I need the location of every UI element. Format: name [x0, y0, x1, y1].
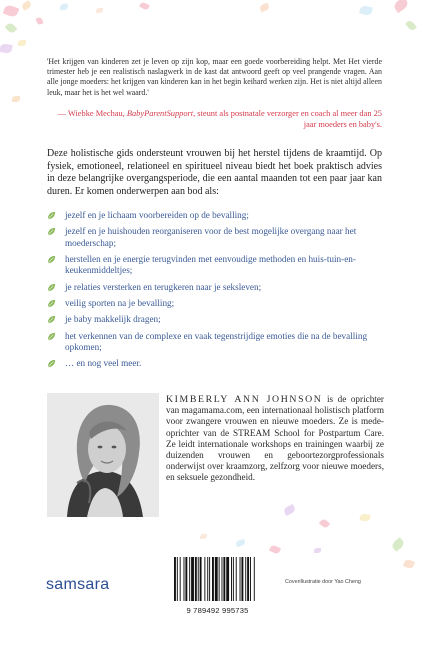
book-description: Deze holistische gids ondersteunt vrouwen bij het herstel tijdens de kraamtijd. Op fysiek, emotioneel, relationeel en spiritueel niveau biedt het boek praktisch advies in deze belangrijke overgangsperiode, die een aantal maanden tot een paar jaar kan duren. Er komen onderwerpen aan bod als:	[47, 148, 382, 197]
quote-author-prefix: — Wiebke Mechau,	[57, 109, 127, 118]
barcode-bar	[240, 557, 241, 601]
barcode-bar	[236, 557, 237, 601]
barcode-bar	[189, 557, 190, 601]
barcode-bar	[207, 557, 208, 601]
topic-text: je relaties versterken en terugkeren naar je seksleven;	[65, 281, 262, 292]
barcode-bar	[174, 557, 176, 601]
quote-author-suffix: , steunt als postnatale verzorger en coach al meer dan 25 jaar moeders en baby's.	[193, 109, 382, 129]
barcode-bar	[215, 557, 218, 601]
topic-item	[47, 226, 382, 248]
topic-item	[47, 314, 382, 325]
barcode-bar	[209, 557, 210, 601]
leaf-icon	[47, 299, 56, 308]
barcode-bar	[245, 557, 246, 601]
topic-item	[47, 254, 382, 276]
barcode-bar	[233, 557, 234, 601]
cover-credit: Coverillustratie door Yao Cheng	[285, 579, 361, 585]
topic-item	[47, 210, 382, 221]
leaf-icon	[47, 211, 56, 220]
barcode-bar	[254, 557, 255, 601]
barcode-bar	[198, 557, 199, 601]
leaf-icon	[47, 227, 56, 236]
topic-item	[47, 298, 382, 309]
barcode-bar	[247, 557, 249, 601]
topic-text: … en nog veel meer.	[65, 358, 142, 369]
leaf-icon	[47, 255, 56, 264]
quote-author-brand: BabyParentSupport	[126, 109, 194, 118]
topic-text: veilig sporten na je bevalling;	[65, 297, 175, 308]
publisher-logo: samsara	[46, 576, 110, 593]
barcode-bar	[222, 557, 223, 601]
leaf-icon	[47, 332, 56, 341]
barcode-bar	[250, 557, 251, 601]
barcode-bar	[177, 557, 178, 601]
barcode-bar	[195, 557, 197, 601]
barcode-bar	[226, 557, 229, 601]
leaf-icon	[47, 315, 56, 324]
topic-text: jezelf en je lichaam voorbereiden op de bevalling;	[65, 210, 249, 220]
leaf-icon	[47, 359, 56, 368]
barcode-bar	[219, 557, 220, 601]
topic-text: jezelf en je huishouden reorganiseren voor de best mogelijke overgang naar het moederschap;	[65, 226, 357, 248]
isbn-number: 9 789492 995735	[186, 606, 249, 615]
barcode-bar	[200, 557, 202, 601]
author-bio-text: is de oprichter van magamama.com, een internationaal holistisch platform voor zwangere vrouwen en nieuwe moeders. Ze is mede-oprichter van de STREAM School for Postpartum Care. Ze leidt internationale workshops en trainingen waarbij ze duizenden vrouwen en geboortezorgprofessionals onderwijst over kraamzorg, zelfzorg voor nieuwe moeders, en seksuele gezondheid.	[166, 394, 384, 483]
review-quote: 'Het krijgen van kinderen zet je leven op zijn kop, maar een goede voorbereiding helpt. Met Het vierde trimester heb je een realistisch naslagwerk in de kast dat antwoord geeft op veel prangende vragen. Aan alle jonge moeders: het krijgen van kinderen kan in het begin keihard werken zijn. Het is niet altijd alleen leuk, maar het is het wel waard.'	[47, 57, 382, 97]
barcode-bar	[191, 557, 194, 601]
author-name: KIMBERLY ANN JOHNSON	[166, 394, 323, 405]
quote-attribution	[47, 108, 382, 130]
barcode-bars	[170, 555, 265, 602]
topic-text: je baby makkelijk dragen;	[65, 314, 161, 325]
author-photo	[47, 393, 159, 517]
barcode-bar	[185, 557, 187, 601]
topic-text: het verkennen van de complexe en vaak tegenstrijdige emoties die na de bevalling opkomen;	[65, 330, 368, 352]
topic-item	[47, 331, 382, 353]
barcode-bar	[223, 557, 225, 601]
leaf-icon	[47, 283, 56, 292]
barcode-bar	[184, 557, 185, 601]
barcode-bar	[180, 557, 181, 601]
author-bio	[166, 394, 384, 484]
barcode-bar	[204, 557, 205, 601]
barcode-bar	[231, 557, 232, 601]
barcode-bar	[212, 557, 214, 601]
topic-item	[47, 358, 382, 369]
barcode-bar	[241, 557, 243, 601]
topic-item	[47, 282, 382, 293]
topic-text: herstellen en je energie terugvinden met eenvoudige methoden en huis-tuin-en-keukenmiddeltjes;	[65, 253, 356, 276]
topic-list	[47, 210, 382, 375]
